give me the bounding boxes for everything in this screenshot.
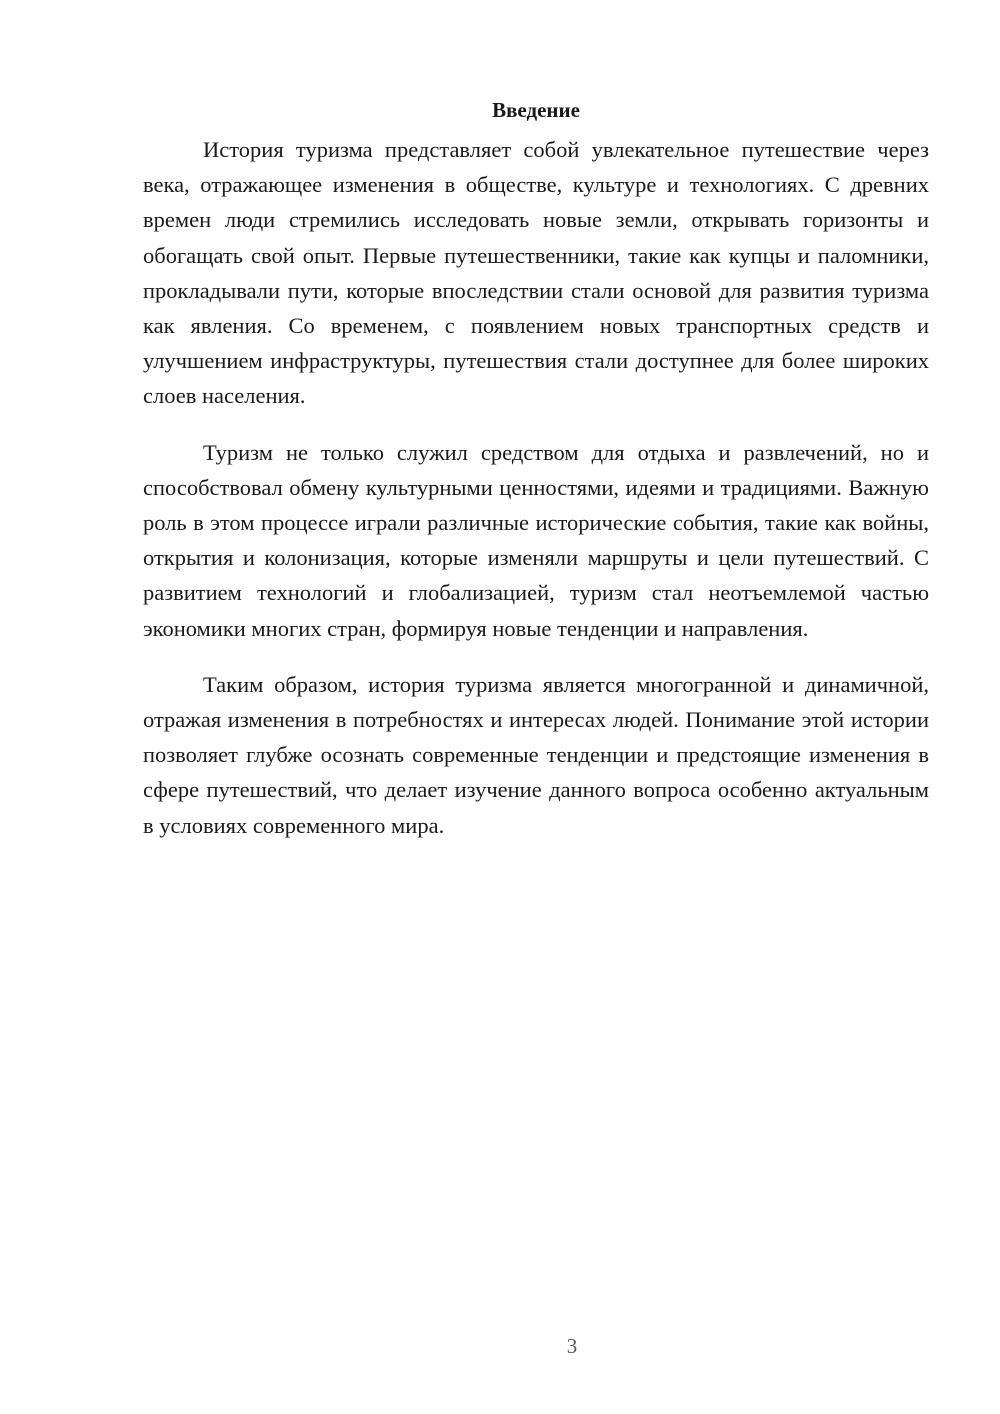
page-content xyxy=(143,92,929,864)
paragraph-2: Туризм не только служил средством для отдыха и развлечений, но и способствовал обмену культурными ценностями, идеями и традициями. Важную роль в этом процессе играли различные исторические события, такие как войны, открытия и колонизация, которые изменяли маршруты и цели путешествий. С развитием технологий и глобализацией, туризм стал неотъемлемой частью экономики многих стран, формируя новые тенденции и направления. xyxy=(143,439,929,641)
paragraph-1: История туризма представляет собой увлекательное путешествие через века, отражающее изменения в обществе, культуре и технологиях. С древних времен люди стремились исследовать новые земли, открывать горизонты и обогащать свой опыт. Первые путешественники, такие как купцы и паломники, прокладывали пути, которые впоследствии стали основой для развития туризма как явления. Со временем, с появлением новых транспортных средств и улучшением инфраструктуры, путешествия стали доступнее для более широких слоев населения. xyxy=(143,137,929,409)
page-number: 3 xyxy=(566,1334,578,1358)
section-heading: Введение xyxy=(492,98,580,122)
paragraph-3: Таким образом, история туризма является многогранной и динамичной, отражая изменения в потребностях и интересах людей. Понимание этой истории позволяет глубже осознать современные тенденции и предстоящие изменения в сфере путешествий, что делает изучение данного вопроса особенно актуальным в условиях современного мира. xyxy=(143,671,929,838)
